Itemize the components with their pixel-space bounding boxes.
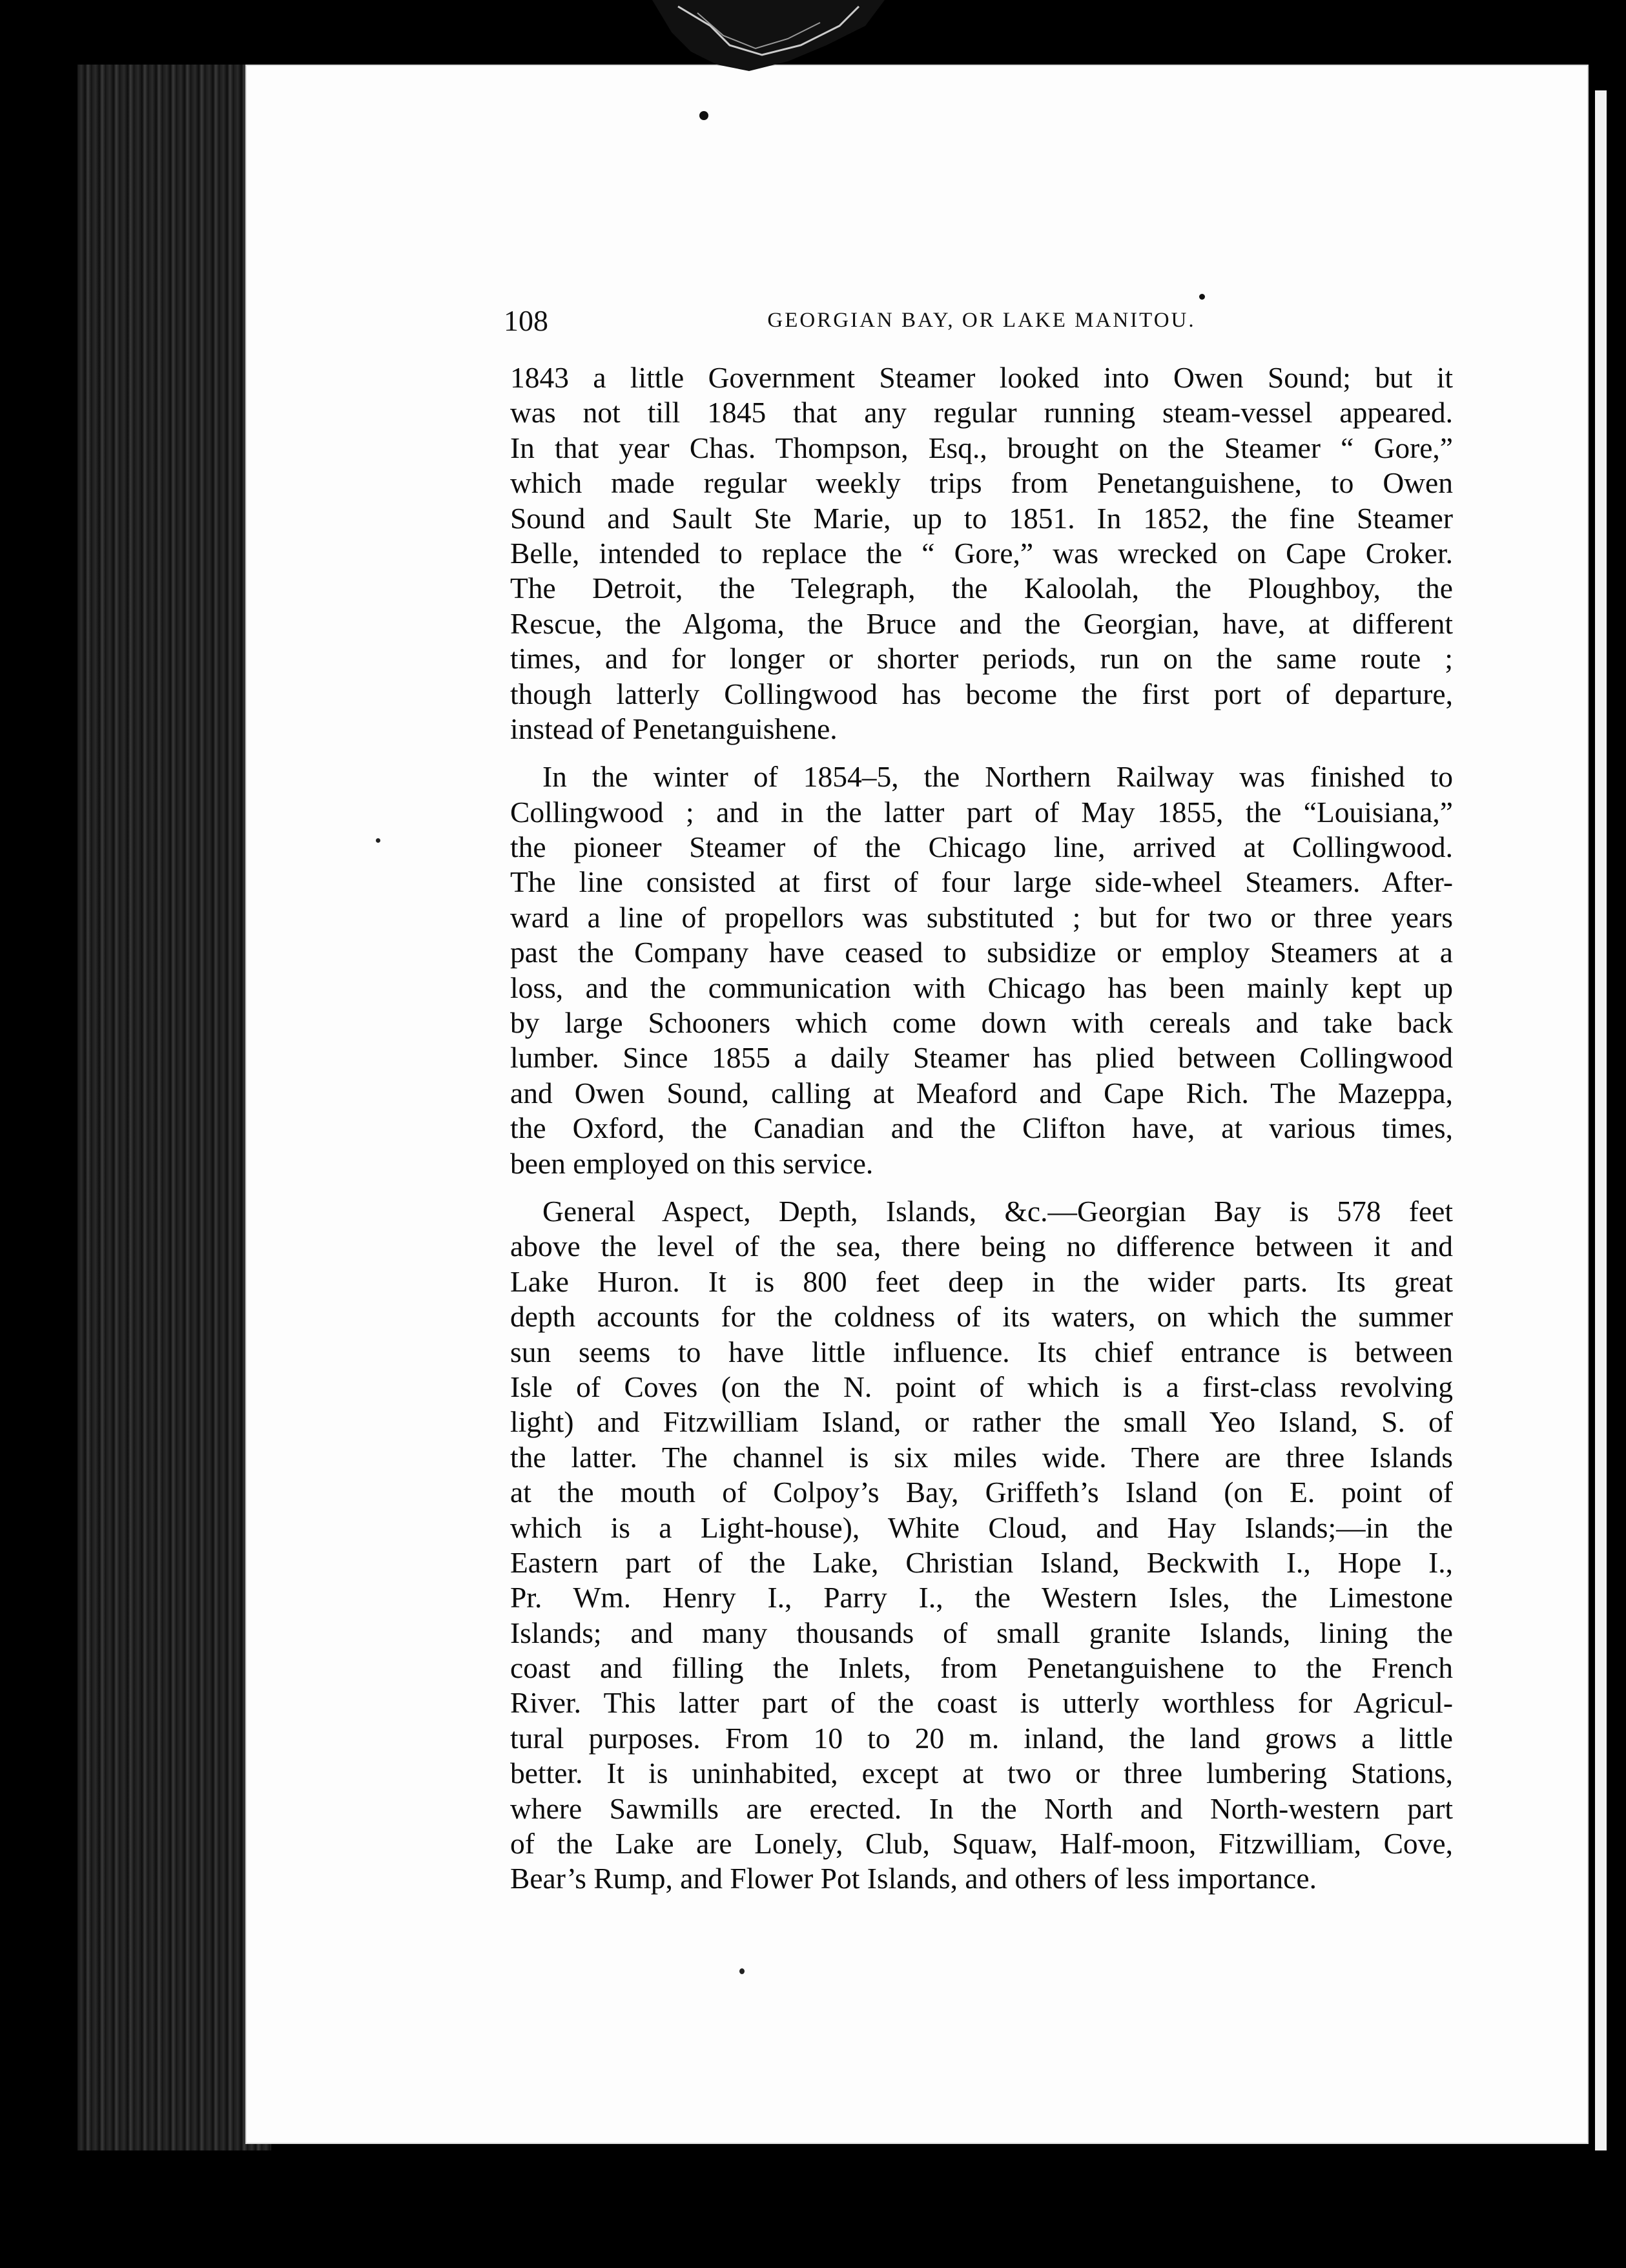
text-line: where Sawmills are erected. In the North and North-western part: [510, 1791, 1453, 1825]
text-line: loss, and the communication with Chicago has been mainly kept up: [510, 971, 1453, 1004]
text-line: Islands; and many thousands of small granite Islands, lining the: [510, 1616, 1453, 1649]
page-header: [504, 304, 1459, 342]
text-line: Eastern part of the Lake, Christian Island, Beckwith I., Hope I.,: [510, 1545, 1453, 1579]
text-line: Belle, intended to replace the “ Gore,” was wrecked on Cape Croker.: [510, 536, 1453, 570]
text-line: depth accounts for the coldness of its waters, on which the summer: [510, 1300, 1453, 1334]
text-line: sun seems to have little influence. Its chief entrance is between: [510, 1335, 1453, 1368]
text-line: In the winter of 1854–5, the Northern Railway was finished to: [542, 760, 1453, 794]
ink-speck: [1199, 294, 1205, 300]
text-line: past the Company have ceased to subsidize or employ Steamers at a: [510, 936, 1453, 969]
text-line: Isle of Coves (on the N. point of which is a first-class revolving: [510, 1370, 1453, 1403]
right-page-edge: [1595, 90, 1607, 2150]
text-line: coast and filling the Inlets, from Penetanguishene to the French: [510, 1651, 1453, 1685]
body-text: [510, 360, 1453, 1897]
paragraph: [510, 1194, 1453, 1897]
text-line: instead of Penetanguishene.: [510, 712, 838, 745]
text-line: the latter. The channel is six miles wide. There are three Islands: [510, 1440, 1453, 1474]
text-line: the Oxford, the Canadian and the Clifton have, at various times,: [510, 1111, 1453, 1145]
text-line: above the level of the sea, there being no difference between it and: [510, 1230, 1453, 1263]
text-line: light) and Fitzwilliam Island, or rather the small Yeo Island, S. of: [510, 1405, 1453, 1439]
text-line: and Owen Sound, calling at Meaford and Cape Rich. The Mazeppa,: [510, 1076, 1453, 1109]
page-number: 108: [504, 304, 548, 337]
text-line: at the mouth of Colpoy’s Bay, Griffeth’s Island (on E. point of: [510, 1476, 1453, 1509]
text-line: The Detroit, the Telegraph, the Kaloolah, the Ploughboy, the: [510, 572, 1453, 605]
text-line: In that year Chas. Thompson, Esq., brought on the Steamer “ Gore,”: [510, 431, 1453, 464]
ink-speck: [739, 1968, 745, 1974]
text-line: lumber. Since 1855 a daily Steamer has plied between Collingwood: [510, 1041, 1453, 1075]
text-line: General Aspect, Depth, Islands, &c.—Georgian Bay is 578 feet: [542, 1194, 1453, 1228]
text-line: Rescue, the Algoma, the Bruce and the Georgian, have, at different: [510, 606, 1453, 640]
book-page-edges: [77, 65, 271, 2150]
ink-speck: [376, 838, 380, 843]
text-line: Pr. Wm. Henry I., Parry I., the Western Isles, the Limestone: [510, 1581, 1453, 1614]
ink-speck: [699, 111, 708, 120]
text-line: Collingwood ; and in the latter part of May 1855, the “Louisiana,”: [510, 795, 1453, 829]
text-line: Lake Huron. It is 800 feet deep in the wider parts. Its great: [510, 1264, 1453, 1298]
text-line: better. It is uninhabited, except at two or three lumbering Stations,: [510, 1757, 1453, 1790]
running-title: GEORGIAN BAY, OR LAKE MANITOU.: [767, 309, 1196, 332]
text-line: 1843 a little Government Steamer looked into Owen Sound; but it: [510, 361, 1453, 394]
text-line: which made regular weekly trips from Penetanguishene, to Owen: [510, 466, 1453, 500]
text-line: River. This latter part of the coast is utterly worthless for Agricul-: [510, 1686, 1453, 1720]
scan-blot-mark: [633, 0, 904, 90]
text-line: been employed on this service.: [510, 1146, 874, 1180]
paragraph-gap: [510, 1181, 1453, 1194]
text-line: the pioneer Steamer of the Chicago line, arrived at Collingwood.: [510, 830, 1453, 864]
text-line: The line consisted at first of four large side-wheel Steamers. After-: [510, 865, 1453, 899]
text-line: ward a line of propellors was substituted ; but for two or three years: [510, 900, 1453, 934]
text-line: by large Schooners which come down with cereals and take back: [510, 1006, 1453, 1040]
text-line: was not till 1845 that any regular running steam-vessel appeared.: [510, 396, 1453, 429]
text-line: tural purposes. From 10 to 20 m. inland, the land grows a little: [510, 1721, 1453, 1755]
text-line: Bear’s Rump, and Flower Pot Islands, and others of less importance.: [510, 1862, 1317, 1895]
paragraph-gap: [510, 747, 1453, 759]
paragraph: [510, 759, 1453, 1181]
paragraph: [510, 360, 1453, 747]
text-line: which is a Light-house), White Cloud, and Hay Islands;—in the: [510, 1510, 1453, 1544]
text-line: times, and for longer or shorter periods, run on the same route ;: [510, 642, 1453, 675]
text-line: though latterly Collingwood has become the first port of departure,: [510, 677, 1453, 710]
text-line: Sound and Sault Ste Marie, up to 1851. In 1852, the fine Steamer: [510, 501, 1453, 535]
text-line: of the Lake are Lonely, Club, Squaw, Half-moon, Fitzwilliam, Cove,: [510, 1827, 1453, 1861]
